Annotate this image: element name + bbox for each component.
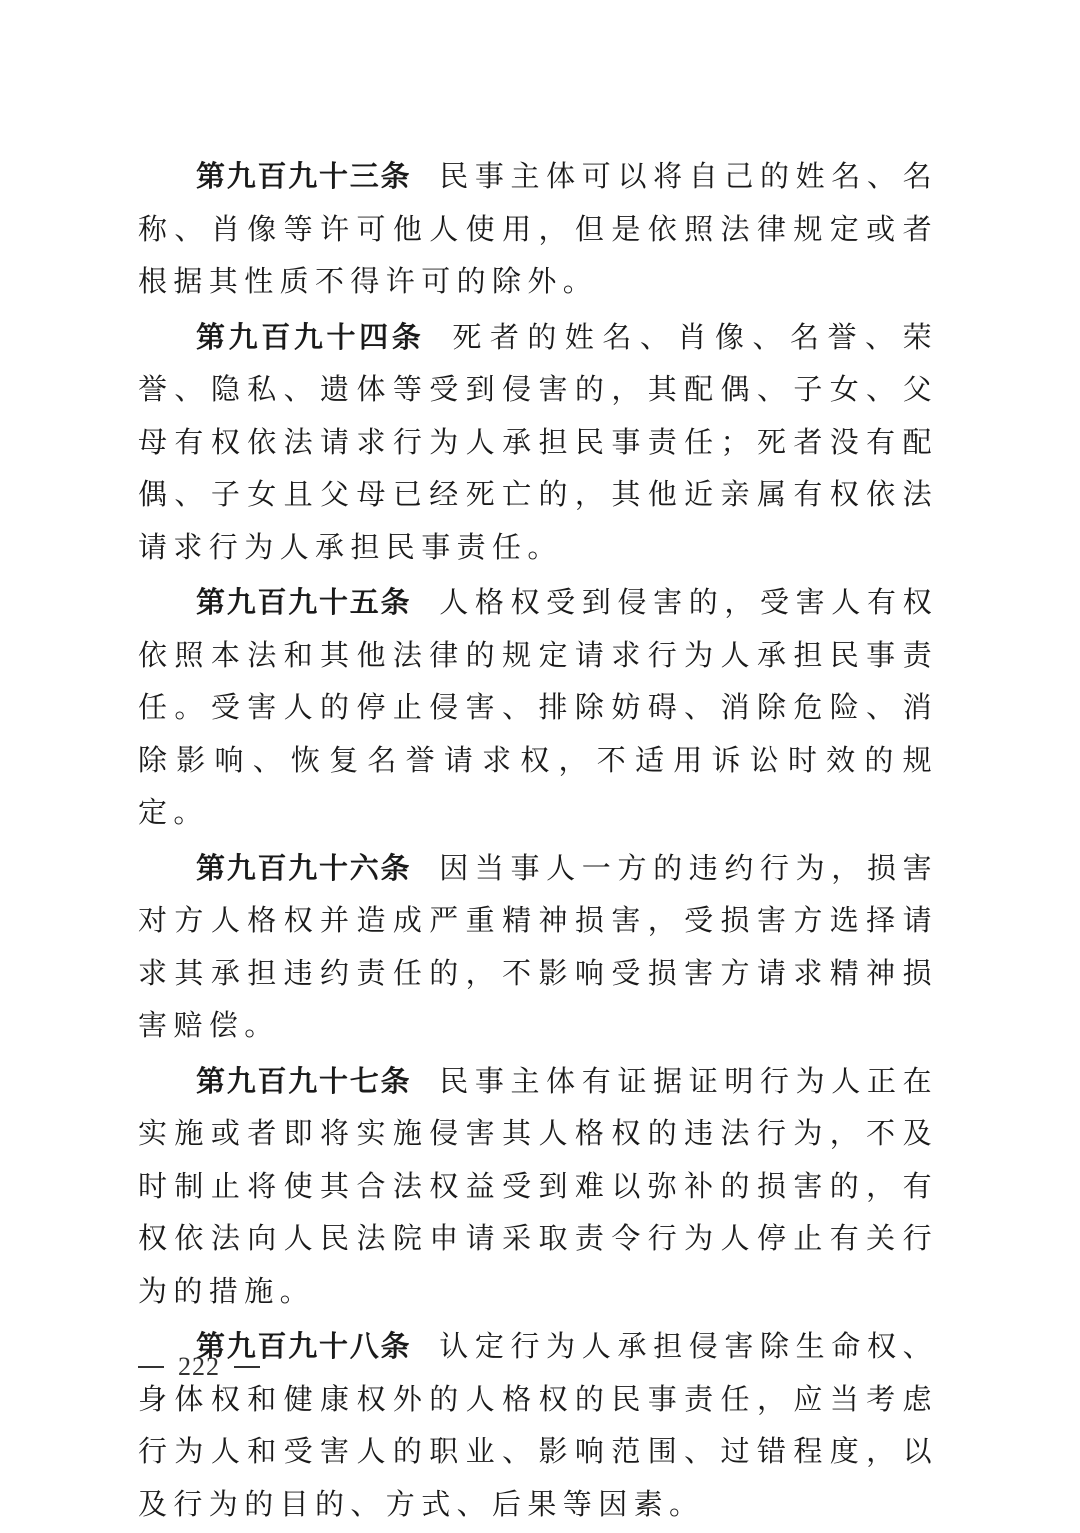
document-page bbox=[138, 150, 938, 1533]
article-body: 因当事人一方的违约行为，损害对方人格权并造成严重精神损害，受损害方选择请求其承担违约责任的，不影响受损害方请求精神损害赔偿。 bbox=[138, 850, 938, 1042]
page-number-dash-right bbox=[234, 1366, 260, 1368]
article-title: 第九百九十七条 bbox=[196, 1063, 412, 1098]
article-995 bbox=[138, 576, 938, 839]
article-title: 第九百九十八条 bbox=[196, 1329, 412, 1363]
article-title: 第九百九十五条 bbox=[196, 585, 412, 619]
article-title: 第九百九十四条 bbox=[196, 319, 425, 354]
page-number-text: 222 bbox=[178, 1352, 220, 1381]
article-body: 民事主体可以将自己的姓名、名称、肖像等许可他人使用，但是依照法律规定或者根据其性质不得许可的除外。 bbox=[138, 159, 938, 298]
article-body: 人格权受到侵害的，受害人有权依照本法和其他法律的规定请求行为人承担民事责任。受害人的停止侵害、排除妨碍、消除危险、消除影响、恢复名誉请求权，不适用诉讼时效的规定。 bbox=[138, 585, 938, 829]
page-number bbox=[138, 1352, 260, 1382]
article-body: 认定行为人承担侵害除生命权、身体权和健康权外的人格权的民事责任，应当考虑行为人和受害人的职业、影响范围、过错程度，以及行为的目的、方式、后果等因素。 bbox=[138, 1329, 938, 1521]
article-body: 死者的姓名、肖像、名誉、荣誉、隐私、遗体等受到侵害的，其配偶、子女、父母有权依法请求行为人承担民事责任；死者没有配偶、子女且父母已经死亡的，其他近亲属有权依法请求行为人承担民事责任。 bbox=[138, 319, 938, 564]
article-993 bbox=[138, 150, 938, 308]
article-996 bbox=[138, 842, 938, 1052]
article-body: 民事主体有证据证明行为人正在实施或者即将实施侵害其人格权的违法行为，不及时制止将使其合法权益受到难以弥补的损害的，有权依法向人民法院申请采取责令行为人停止有关行为的措施。 bbox=[138, 1063, 938, 1308]
page-number-dash-left bbox=[138, 1366, 164, 1368]
article-994 bbox=[138, 311, 938, 574]
article-997 bbox=[138, 1055, 938, 1318]
article-title: 第九百九十六条 bbox=[196, 850, 412, 885]
article-title: 第九百九十三条 bbox=[196, 159, 412, 193]
